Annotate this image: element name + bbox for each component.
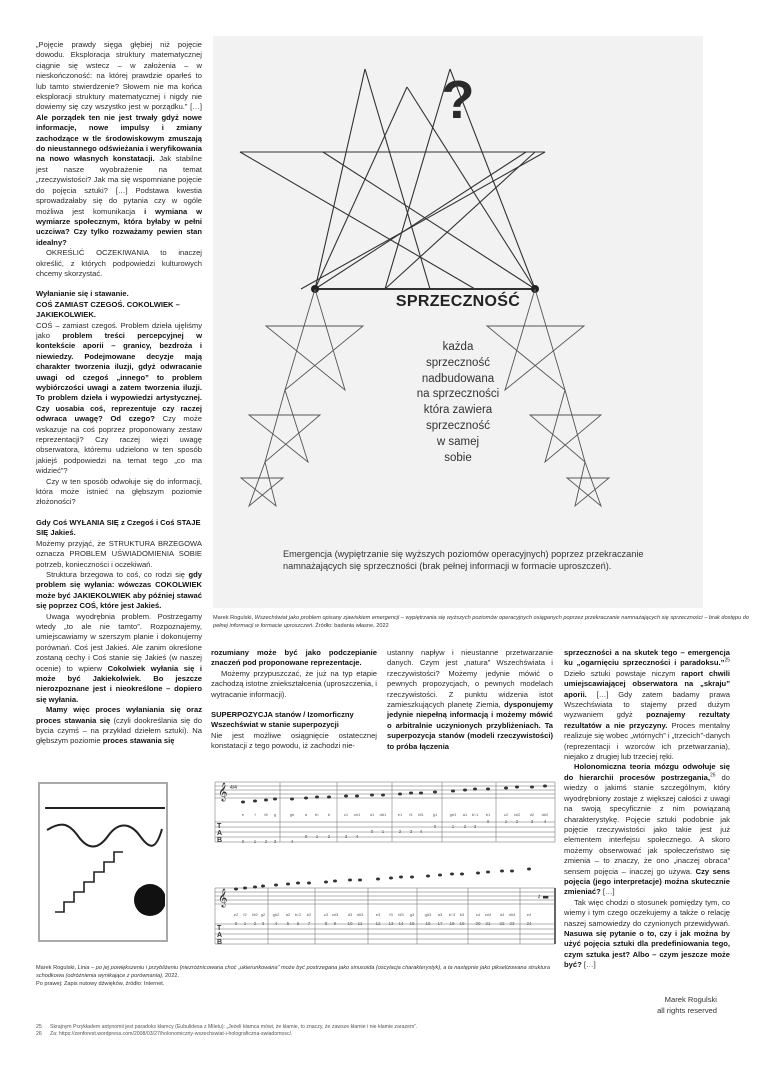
contradiction-figure (213, 36, 703, 608)
svg-text:e: e (241, 812, 245, 817)
staircase-icon (55, 852, 123, 912)
svg-text:c#3: c#3 (331, 912, 339, 917)
svg-text:19: 19 (459, 921, 465, 926)
svg-text:4/4: 4/4 (230, 785, 237, 791)
body-line: sprzeczność (426, 419, 490, 432)
svg-text:f#1: f#1 (418, 812, 424, 817)
svg-text:d#4: d#4 (508, 912, 516, 917)
text-span-bold: gdy problem się wyłania: wówczas COKOLWIEK może być JAKIEKOLWIEK aby później stawać się poprzez COŚ, które jest Jakieś. (36, 569, 202, 611)
tab-label (217, 925, 222, 946)
section-1-paragraph-1 (36, 321, 202, 477)
dot-icon (134, 884, 165, 916)
caption-author: Marek Rogulski, (213, 615, 254, 621)
top-figure-caption (213, 614, 753, 630)
svg-text:d2: d2 (529, 812, 535, 817)
treble-clef-icon: 𝄞 (218, 888, 228, 907)
footnote-26 (36, 1031, 536, 1038)
footnote-text: Skrajnym Przykładem antynomii jest paradoks kłamcy (Eubulidesa z Miletu): „Jeżeli kłamca mówi, że kłamie, to znaczy, że zawsze kłamie i nie kłamie zarazem”. (50, 1024, 418, 1030)
svg-text:3: 3 (273, 839, 277, 844)
paragraph: Możemy przypuszczać, że już na typ etapie zachodzą istotne zniekształcenia (uproszczenia, i wytracanie informacji). (211, 668, 377, 699)
svg-text:0: 0 (241, 839, 245, 844)
text-span: ustanny napływ i nieustanne przetwarzanie danych. Czym jest „natura” Wszechświata i rzeczywistości? Możemy jedynie mówić o pewnych propozycjach, o pewnych modelach rzeczywistości. Z punktu widzenia istot zamieszkujących planetę Ziemia, (387, 648, 553, 710)
svg-text:0: 0 (304, 834, 308, 839)
line-illustration (38, 782, 168, 942)
music-score-row-2 (210, 866, 560, 956)
svg-text:g1: g1 (432, 812, 438, 817)
text-span-bold: proces stawania się (102, 736, 175, 746)
svg-text:14: 14 (398, 921, 404, 926)
svg-text:17: 17 (437, 921, 443, 926)
svg-text:a: a (304, 812, 308, 817)
text-span-bold: raport chwili umiejscawiającej obserwatora na „skraju” aporii. (564, 668, 730, 699)
right-column (564, 648, 730, 971)
caption-author: Marek Rogulski, (36, 965, 77, 971)
music-score-row-1 (210, 772, 560, 852)
text-span: […] Gdy zatem badamy prawa Wszechświata to stajemy przed dużym wyzwaniem gdyż (564, 689, 730, 720)
svg-text:d3: d3 (347, 912, 353, 917)
svg-text:3: 3 (473, 824, 477, 829)
section-1-subtitle: COŚ ZAMIAST CZEGOŚ. COKOLWIEK – JAKIEKOLWIEK. (36, 299, 180, 320)
svg-text:g#: g# (289, 812, 295, 817)
svg-text:13: 13 (388, 921, 394, 926)
svg-text:d#3: d#3 (356, 912, 364, 917)
text-span: […] (602, 887, 615, 897)
text-span-bold: Cokolwiek wyłania się i może być Jakiekolwiek. Bo jeszcze nierozpoznane jest i nieokreślone – dopiero się wyłania. (36, 663, 202, 704)
star-diagram (213, 36, 703, 608)
paragraph: Nie jest możliwe osiągnięcie ostatecznej konstatacji z tego powodu, iż zachodzi nie- (211, 730, 377, 751)
svg-text:f2: f2 (243, 912, 247, 917)
svg-text:3: 3 (530, 819, 534, 824)
svg-text:T: T (217, 925, 222, 932)
text-span: COŚ – zamiast czegoś. Problem dzieła ujęliśmy jako (36, 320, 202, 340)
svg-text:3: 3 (344, 834, 348, 839)
svg-text:g#2: g#2 (272, 912, 280, 917)
left-star-chain (241, 289, 363, 506)
text-span: do wiedzy o jakimś stanie szczególnym, który wyodrębniony zostaje z większej całości z uwagi na swoją specyficznie z nim powiązaną charakterystykę. Pojęcie sztuki podobnie jak pojęcie rzeczywistości jako takie jest już elementem interfejsu społecznego. A skoro możemy obserwować jak społeczeństwo się zmienia – to znaczy, że ono „inaczej obraca” sensem pojęcia – inaczej go używa. (564, 772, 730, 876)
note-labels (242, 812, 549, 817)
svg-text:4: 4 (290, 839, 294, 844)
paragraph (564, 898, 730, 971)
body-line: każda (442, 341, 474, 353)
svg-text:c#2: c#2 (513, 812, 521, 817)
svg-text:b♭2: b♭2 (294, 912, 302, 917)
svg-text:0: 0 (486, 819, 490, 824)
svg-text:1: 1 (504, 819, 508, 824)
text-span-bold: poznajemy rezultaty rezultatów a nie przyczyny. (564, 710, 730, 730)
svg-text:a2: a2 (285, 912, 291, 917)
text-span: Czy może wskazuje na coś poprzez proponowany zestaw reprezentacji? Czy raczej więzi uwagę obserwatora, któremu udzielono w ten sposób jakiejś podpowiedzi na temat tego „co ma widzieć”? (36, 414, 202, 476)
svg-text:0: 0 (433, 824, 437, 829)
text-span-bold: Mamy więc proces wyłaniania się oraz proces stawania się (36, 705, 202, 725)
svg-text:e4: e4 (526, 912, 532, 917)
svg-text:e3: e3 (375, 912, 381, 917)
svg-text:d4: d4 (499, 912, 505, 917)
svg-text:b1: b1 (485, 812, 491, 817)
svg-text:d1: d1 (369, 812, 375, 817)
svg-text:g#1: g#1 (449, 812, 457, 817)
svg-text:0: 0 (234, 921, 238, 926)
rest-icon: 𝄽 ▬ (538, 893, 549, 901)
svg-text:g3: g3 (409, 912, 415, 917)
svg-text:b2: b2 (306, 912, 312, 917)
svg-text:4: 4 (274, 921, 278, 926)
note-heads (234, 868, 531, 891)
expectations-paragraph: OKREŚLIĆ OCZEKIWANIA to inaczej określić, z których podpowiedzi kulturowych chcemy skorzystać. (36, 248, 202, 278)
svg-text:6: 6 (296, 921, 300, 926)
footnote-link[interactable]: Za: https://zenforest.wordpress.com/2008/03/27/holonomiczny-wszechswiat-i-holograficzna-swiadomosc/. (50, 1031, 293, 1037)
svg-text:1: 1 (315, 834, 319, 839)
svg-text:4: 4 (419, 829, 423, 834)
svg-text:18: 18 (449, 921, 455, 926)
section-2-title: Gdy Coś WYŁANIA SIĘ z Czegoś i Coś STAJE SIĘ Jakieś. (36, 517, 201, 538)
section-2-paragraph-1: Możemy przyjąć, że STRUKTURA BRZEGOWA oznacza PROBLEM UŚWIADOMIENIA SOBIE potrzeb, konieczności i oczekiwań. (36, 538, 202, 569)
svg-text:1: 1 (253, 839, 257, 844)
quote-text: „Pojęcie prawdy sięga głębiej niż pojęcie dowodu. Eksploracja struktury matematycznej ciągnie się wstecz – w założenia – w nieskończoność: na której prawdzie oparłeś to lub tamto stwierdzenie? Słowem nie ma końca eksploracji struktury matematycznej i nigdy nie dowiemy się czy wszystko jest w porządku.” […] (36, 40, 202, 112)
svg-text:f#: f# (264, 812, 268, 817)
middle-column-a (211, 648, 377, 752)
svg-text:3: 3 (409, 829, 413, 834)
footnote-number: 25 (36, 1024, 42, 1030)
svg-text:20: 20 (475, 921, 481, 926)
footnote-number: 26 (36, 1031, 42, 1037)
svg-text:B: B (217, 837, 223, 844)
bottom-figure-caption (36, 964, 551, 988)
left-column (36, 40, 202, 747)
text-span: Struktura brzegowa to coś, co rodzi się (46, 569, 185, 579)
footnote-ref: 25 (724, 657, 730, 664)
svg-text:T: T (217, 823, 222, 830)
svg-text:g2: g2 (260, 912, 266, 917)
svg-text:e2: e2 (233, 912, 239, 917)
svg-text:15: 15 (409, 921, 415, 926)
paragraph (564, 648, 730, 762)
paragraph (564, 762, 730, 897)
svg-text:b♭: b♭ (314, 812, 320, 817)
sine-wave-icon (47, 825, 162, 847)
svg-text:g#3: g#3 (424, 912, 432, 917)
caption-source: Źródło: badania własne, 2022 (315, 623, 389, 629)
section-2-paragraph-4 (36, 705, 202, 747)
tab-numbers (242, 819, 547, 844)
svg-text:4: 4 (543, 819, 547, 824)
text-span: Proces mentalny realizuje się wobec „wtórnych” i „trzecich”-danych (reprezentacji i wzorców ich przetwarzania), niejako z drugiej lub trzeciej ręki. (564, 720, 730, 762)
svg-text:5: 5 (286, 921, 290, 926)
svg-text:d#1: d#1 (379, 812, 387, 817)
section-1-title: Wyłanianie się i stawanie. (36, 289, 129, 299)
svg-text:4: 4 (355, 834, 359, 839)
rights-notice: all rights reserved (657, 1006, 717, 1015)
footnote-ref: 26 (709, 772, 716, 779)
middle-column-b (387, 648, 553, 752)
treble-clef-icon: 𝄞 (218, 782, 228, 801)
svg-text:c3: c3 (323, 912, 329, 917)
body-line: na sprzeczności (416, 388, 500, 401)
quote-tail: Jak stabilne jest nasze wyobrażenie na temat „rzeczywistości? Jak ma się wspomniane pojęcie do pojęcia sztuki? […] Podstawa kwestia sprowadzałaby się do pytania czy w ogóle możliwa jest komunikacja (36, 154, 202, 216)
svg-text:f#3: f#3 (398, 912, 404, 917)
paragraph (387, 648, 553, 752)
text-span-bold: problem treści percepcyjnej w kontekście aporii – granicy, bezdroża i niewiedzy. Podejmowane decyzje mają charakter tworzenia iluzji, gdyż odwracanie uwagi od czegoś „innego” to problem wybiórczości uwagi a zatem tworzenia iluzji. To problem dzieła i wypowiedzi artystycznej. Czy uosabia coś, reprezentuje czy raczej odwraca uwagę? Od czego? (36, 330, 202, 424)
text-span: Dzieło sztuki powstaje niczym (564, 668, 676, 678)
svg-text:c1: c1 (343, 812, 349, 817)
quote-paragraph (36, 40, 202, 248)
author-name: Marek Rogulski (664, 995, 717, 1004)
svg-text:2: 2 (264, 839, 268, 844)
svg-text:B: B (217, 939, 223, 946)
svg-text:A: A (217, 932, 223, 939)
caption-italic: Linia – po jej powiększeniu i przybliżeniu (niezróżnicowana choć „ukierunkowana” może być postrzegana jako sinusoida (oscylacja charakterystyk), a ta następnie jako pikselizowana struktura schodkowa (odróżnienia wynikające z porównania), (36, 965, 550, 979)
text-span: (czyli dookreślania się do bycia czymś – na przykład dziełem sztuki). Na głębszym poziomie (36, 715, 202, 746)
quote-bold: Ale porządek ten nie jest trwały gdyż nowe informacje, nowe impulsy i zmiany zachodzące w tle środowiskowym zmuszają do nieustannego odświeżania i weryfikowania na nowo własnych konstatacji. (36, 112, 202, 164)
svg-text:a1: a1 (462, 812, 468, 817)
svg-text:e1: e1 (397, 812, 403, 817)
svg-text:10: 10 (347, 921, 353, 926)
svg-text:1: 1 (451, 824, 455, 829)
signature (657, 994, 717, 1016)
text-span: […] (583, 960, 596, 970)
svg-text:7: 7 (307, 921, 311, 926)
svg-text:c#4: c#4 (484, 912, 492, 917)
svg-text:d#2: d#2 (541, 812, 549, 817)
svg-text:c2: c2 (503, 812, 509, 817)
svg-text:3: 3 (261, 921, 265, 926)
svg-text:2: 2 (253, 921, 257, 926)
caption-italic: Wszechświat jako problem opisany zjawiskiem emergencji – wypiętrzania się wyższych poziomów operacyjnych osiąganych poprzez przekraczanie namnażających się sprzeczności – brak dostępu do pełnej informacji w formacie uproszczeń. (213, 615, 750, 629)
svg-text:f: f (254, 812, 256, 817)
svg-text:23: 23 (509, 921, 515, 926)
figure-title: SPRZECZNOŚĆ (395, 293, 521, 310)
svg-text:A: A (217, 830, 223, 837)
svg-text:1: 1 (243, 921, 247, 926)
text-span: Uwaga wyodrębnia problem. Postrzegamy wtedy „to ale nie tamto”. Rozpoznajemy, umiejscawiamy w szerszym planie i dokonujemy porównań. Coś jest Jakieś. Ale zanim określone zostaną cechy i Coś stanie się Jakieś (w naszej ocenie) to wpierw (36, 611, 202, 673)
text-span-bold: dysponujemy jedynie niepełną informacją i możemy mówić o arbitralnie uczynionych przybliżeniach. Ta superpozycja stanów (modeli rzeczywistości) to próba łączenia (387, 700, 553, 751)
section-2-paragraph-2 (36, 570, 202, 612)
text-span: Tak więc chodzi o stosunek pomiędzy tym, co wiemy i tym czego oczekujemy a także o relację naszej samowiedzy do czynionych przewidywań. (564, 897, 730, 928)
text-span-bold: Czy sens pojęcia (jego interpretacje) można skutecznie zmieniać? (564, 866, 730, 897)
svg-text:0: 0 (370, 829, 374, 834)
tab-numbers (235, 921, 532, 926)
svg-text:b♭3: b♭3 (448, 912, 456, 917)
text-span-bold: sprzeczności a na skutek tego – emergencja ku „ogarnięciu sprzeczności i paradoksu.” (564, 648, 730, 668)
body-line: która zawiera (423, 404, 493, 417)
svg-text:f1: f1 (409, 812, 413, 817)
svg-text:g: g (273, 812, 277, 817)
svg-text:11: 11 (357, 921, 363, 926)
svg-text:12: 12 (375, 921, 381, 926)
note-labels (234, 912, 532, 917)
footnote-25 (36, 1024, 536, 1031)
figure-body-text (363, 340, 553, 466)
large-stars (240, 69, 545, 289)
svg-text:f3: f3 (389, 912, 393, 917)
svg-text:24: 24 (526, 921, 532, 926)
svg-text:b3: b3 (459, 912, 465, 917)
section-1-paragraph-2: Czy w ten sposób odwołuje się do informacji, która może istnieć na głębszym poziomie złożoności? (36, 476, 202, 507)
svg-text:b♭1: b♭1 (471, 812, 479, 817)
text-span-bold: Nasuwa się pytanie o to, czy i jak można by użyć pojęcia sztuki dla predefiniowania tego, czym sztuka jest? Albo – czym jeszcze może być? (564, 928, 730, 970)
svg-text:f#2: f#2 (252, 912, 258, 917)
caption-right-note: Po prawej: Zapis nutowy dźwięków, źródło: Internet. (36, 981, 165, 987)
svg-text:2: 2 (327, 834, 331, 839)
svg-text:2: 2 (463, 824, 467, 829)
svg-text:16: 16 (425, 921, 431, 926)
svg-text:2: 2 (515, 819, 519, 824)
svg-text:b: b (327, 812, 331, 817)
svg-text:c4: c4 (475, 912, 481, 917)
paragraph: rozumiany może być jako podczepianie znaczeń pod proponowane reprezentacje. (211, 648, 377, 668)
footnotes (36, 1024, 536, 1038)
text-span-bold: Holonomiczna teoria mózgu odwołuje się do hierarchii procesów postrzegania, (564, 762, 730, 782)
caption-year: 2022. (165, 973, 180, 979)
body-line: w samej (436, 435, 480, 448)
svg-text:1: 1 (381, 829, 385, 834)
section-2-paragraph-3 (36, 612, 202, 706)
figure-note: Emergencja (wypiętrzanie się wyższych poziomów operacyjnych) poprzez przekraczanie namnażających się sprzeczności (brak pełnej informacji w formacie uproszczeń). (283, 549, 644, 571)
svg-text:2: 2 (398, 829, 402, 834)
svg-text:c#1: c#1 (353, 812, 361, 817)
line-sine-steps-drawing (40, 784, 165, 939)
superposition-heading: SUPERPOZYCJA stanów / Izomorficzny Wszechświat w stanie superpozycji (211, 710, 354, 730)
quote-bold-2: i wymiana w wymiarze społecznym, która byłaby w pełni uczciwa? Czy tylko rozważamy pewien stan idealny? (36, 206, 202, 247)
body-line: nadbudowana (421, 372, 495, 385)
tab-label (217, 823, 222, 844)
svg-text:9: 9 (333, 921, 337, 926)
svg-text:8: 8 (324, 921, 328, 926)
body-line: sprzeczność (426, 356, 490, 369)
svg-text:a3: a3 (437, 912, 443, 917)
question-mark-icon: ? (441, 70, 475, 130)
svg-text:22: 22 (499, 921, 505, 926)
body-line: sobie (444, 451, 472, 464)
svg-text:21: 21 (485, 921, 491, 926)
